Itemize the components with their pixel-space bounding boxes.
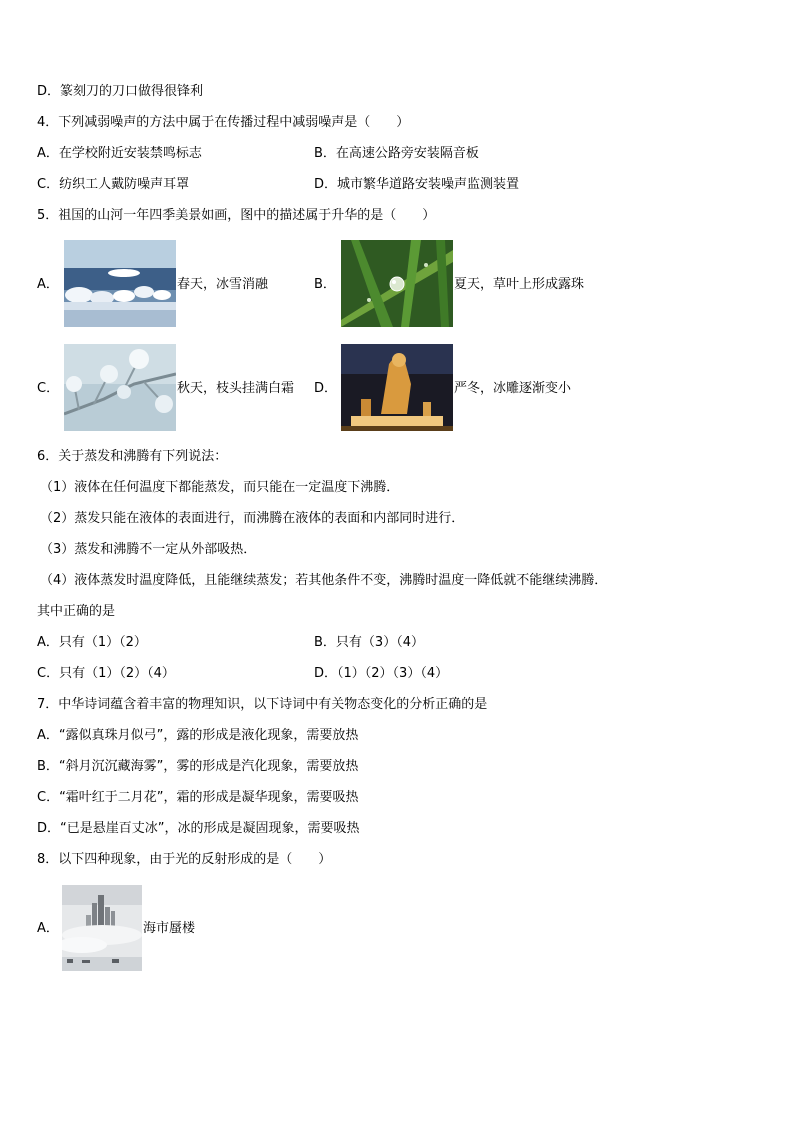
- q7-option-d: D．“已是悬崖百丈冰”，冰的形成是凝固现象，需要吸热: [37, 821, 360, 836]
- q7-option-c: C．“霜叶红于二月花”，霜的形成是凝华现象，需要吸热: [37, 790, 359, 805]
- q5-option-b-caption: 夏天，草叶上形成露珠: [454, 277, 585, 292]
- q6-statement-1: （1）液体在任何温度下都能蒸发，而只能在一定温度下沸腾．: [40, 480, 400, 495]
- q4-option-c: C．纺织工人戴防噪声耳罩: [37, 177, 190, 192]
- q8-option-a-caption: 海市蜃楼: [143, 921, 196, 936]
- q5-option-a-letter: A．: [37, 277, 59, 292]
- q4-stem: 4．下列减弱噪声的方法中属于在传播过程中减弱噪声是（ ）: [37, 115, 410, 130]
- q5-option-c-letter: C．: [37, 381, 60, 396]
- q6-statement-2: （2）蒸发只能在液体的表面进行，而沸腾在液体的表面和内部同时进行．: [40, 511, 465, 526]
- q6-option-d: D．（1）（2）（3）（4）: [314, 666, 449, 681]
- q6-option-a: A．只有（1）（2）: [37, 635, 147, 650]
- mirage-image: [62, 885, 142, 971]
- dew-on-grass-image: [341, 240, 453, 327]
- q4-option-d: D．城市繁华道路安装噪声监测装置: [314, 177, 520, 192]
- q6-option-c: C．只有（1）（2）（4）: [37, 666, 175, 681]
- ice-melting-image: [64, 240, 176, 327]
- q7-option-a: A．“露似真珠月似弓”，露的形成是液化现象，需要放热: [37, 728, 359, 743]
- q8-option-a-letter: A．: [37, 921, 59, 936]
- prev-question-option-d: D．篆刻刀的刀口做得很锋利: [37, 84, 204, 99]
- q6-stem: 6．关于蒸发和沸腾有下列说法：: [37, 449, 228, 464]
- q5-option-d-caption: 严冬，冰雕逐渐变小: [454, 381, 572, 396]
- q4-option-b: B．在高速公路旁安装隔音板: [314, 146, 479, 161]
- frost-on-branches-image: [64, 344, 176, 431]
- q4-option-a: A．在学校附近安装禁鸣标志: [37, 146, 202, 161]
- q7-stem: 7．中华诗词蕴含着丰富的物理知识，以下诗词中有关物态变化的分析正确的是: [37, 697, 488, 712]
- q5-stem: 5．祖国的山河一年四季美景如画，图中的描述属于升华的是（ ）: [37, 208, 436, 223]
- q7-option-b: B．“斜月沉沉藏海雾”，雾的形成是汽化现象，需要放热: [37, 759, 359, 774]
- q8-stem: 8．以下四种现象，由于光的反射形成的是（ ）: [37, 852, 332, 867]
- q5-option-c-caption: 秋天，枝头挂满白霜: [177, 381, 295, 396]
- q5-option-b-letter: B．: [314, 277, 336, 292]
- ice-sculpture-image: [341, 344, 453, 431]
- q5-option-d-letter: D．: [314, 381, 338, 396]
- q5-option-a-caption: 春天，冰雪消融: [177, 277, 269, 292]
- q6-statement-4: （4）液体蒸发时温度降低，且能继续蒸发；若其他条件不变，沸腾时温度一降低就不能继续沸腾．: [40, 573, 608, 588]
- q6-statement-3: （3）蒸发和沸腾不一定从外部吸热．: [40, 542, 257, 557]
- q6-prompt: 其中正确的是: [37, 604, 116, 619]
- q6-option-b: B．只有（3）（4）: [314, 635, 424, 650]
